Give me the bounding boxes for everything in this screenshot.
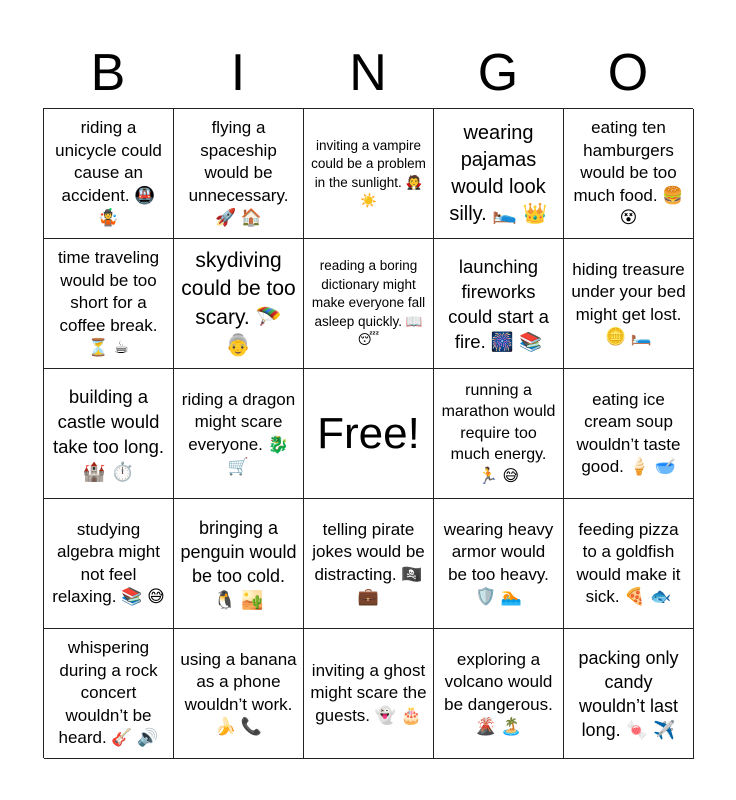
header-letter-n: N [349, 44, 387, 102]
cell-text: whispering during a rock concert wouldn’t be heard. 🎸 🔊 [58, 638, 159, 748]
cell-text: packing only candy wouldn’t last long. 🍬 ✈️ [578, 647, 679, 740]
bingo-cell [174, 109, 304, 239]
free-space-label: Free! [317, 408, 420, 458]
bingo-cell [44, 109, 174, 239]
cell-text: riding a dragon might scare everyone. 🐉 🛒 [181, 389, 296, 476]
bingo-cell [434, 629, 564, 759]
cell-text: eating ice cream soup wouldn’t taste good. 🍦 🥣 [576, 389, 681, 476]
bingo-cell [304, 109, 434, 239]
bingo-cell [434, 499, 564, 629]
bingo-grid [43, 108, 693, 758]
bingo-cell [44, 629, 174, 759]
cell-text: time traveling would be too short for a coffee break. ⏳ ☕ [57, 248, 160, 358]
cell-text: studying algebra might not feel relaxing. 📚 😅 [52, 519, 165, 606]
bingo-cell [434, 239, 564, 369]
cell-text: wearing pajamas would look silly. 🛌 👑 [449, 121, 548, 225]
cell-text: exploring a volcano would be dangerous. 🌋 🏝️ [444, 649, 553, 736]
header-letter-o: O [607, 44, 649, 102]
bingo-cell [44, 239, 174, 369]
free-space-cell [304, 369, 434, 499]
bingo-cell [434, 369, 564, 499]
bingo-cell [174, 629, 304, 759]
bingo-cell [564, 109, 694, 239]
cell-text: telling pirate jokes would be distracting. 🏴‍☠️ 💼 [312, 519, 425, 606]
bingo-cell [304, 499, 434, 629]
cell-text: bringing a penguin would be too cold. 🐧 🏜️ [180, 517, 297, 610]
cell-text: building a castle would take too long. 🏰 ⏱️ [52, 385, 165, 482]
header-letter-i: I [230, 44, 246, 102]
bingo-cell [304, 239, 434, 369]
cell-text: skydiving could be too scary. 🪂 👵 [181, 248, 296, 357]
cell-text: eating ten hamburgers would be too much food. 🍔 😵 [573, 118, 684, 228]
bingo-cell [564, 629, 694, 759]
cell-text: inviting a ghost might scare the guests. 👻 🎂 [310, 660, 427, 725]
cell-text: running a marathon would require too much energy. 🏃 😅 [441, 381, 556, 485]
bingo-cell [174, 499, 304, 629]
cell-text: using a banana as a phone wouldn’t work. 🍌 📞 [180, 649, 297, 736]
bingo-cell [44, 369, 174, 499]
bingo-cell [44, 499, 174, 629]
bingo-cell [304, 629, 434, 759]
cell-text: launching fireworks could start a fire. 🎆 📚 [448, 255, 549, 352]
bingo-cell [174, 369, 304, 499]
bingo-cell [174, 239, 304, 369]
cell-text: wearing heavy armor would be too heavy. 🛡️ 🏊 [443, 519, 554, 606]
bingo-header [43, 38, 693, 108]
cell-text: feeding pizza to a goldfish would make it sick. 🍕 🐟 [576, 519, 681, 606]
bingo-cell [564, 369, 694, 499]
cell-text: inviting a vampire could be a problem in the sunlight. 🧛 ☀️ [311, 137, 426, 208]
cell-text: flying a spaceship would be unnecessary. 🚀 🏠 [188, 118, 289, 228]
cell-text: reading a boring dictionary might make everyone fall asleep quickly. 📖 😴 [311, 258, 426, 348]
bingo-cell [564, 499, 694, 629]
header-letter-g: G [477, 44, 519, 102]
cell-text: hiding treasure under your bed might get lost. 🪙 🛏️ [571, 259, 686, 346]
bingo-cell [434, 109, 564, 239]
header-letter-b: B [90, 44, 126, 102]
bingo-cell [564, 239, 694, 369]
cell-text: riding a unicycle could cause an accident. 🚇 🤹 [55, 118, 162, 228]
